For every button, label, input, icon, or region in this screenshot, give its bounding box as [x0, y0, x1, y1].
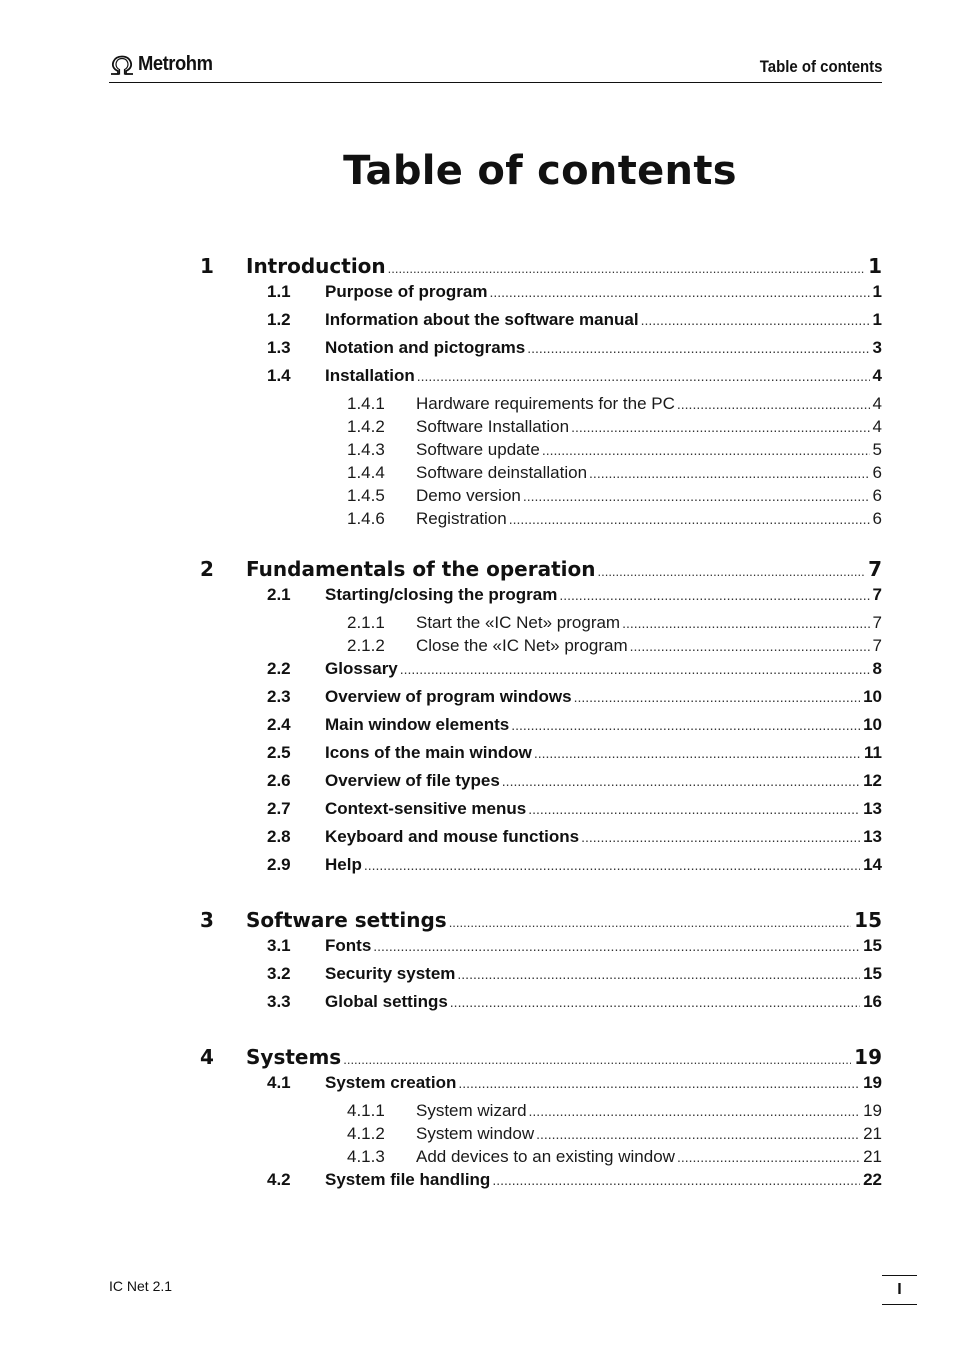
toc-entry-title: Overview of program windows [325, 687, 572, 706]
toc-entry-page: 10 [863, 687, 882, 706]
chapter-spacer [200, 883, 882, 908]
toc-entry-number: 1.4 [267, 366, 291, 385]
omega-logo-icon [109, 54, 135, 76]
toc-entry-number: 1.4.6 [347, 509, 385, 528]
toc-entry-number: 1.4.2 [347, 417, 385, 436]
toc-entry-number: 1.4.5 [347, 486, 385, 505]
toc-entry-number: 2.1.1 [347, 613, 385, 632]
toc-entry-number: 2.1.2 [347, 636, 385, 655]
toc-section-entry[interactable] [200, 282, 882, 310]
toc-entry-number: 2.7 [267, 799, 291, 818]
toc-section-entry[interactable] [200, 1073, 882, 1101]
chapter-spacer [200, 1020, 882, 1045]
toc-entry-page: 6 [872, 463, 882, 482]
toc-entry-title: Icons of the main window [325, 743, 532, 762]
toc-entry-title: Software update [416, 440, 540, 459]
toc-subsection-entry[interactable] [200, 1147, 882, 1170]
toc-section-entry[interactable] [200, 687, 882, 715]
toc-entry-title: System window [416, 1124, 535, 1143]
toc-entry-page: 13 [863, 799, 882, 818]
toc-entry-title: Introduction [246, 254, 386, 278]
toc-entry-page: 15 [863, 964, 882, 983]
toc-entry-title: Information about the software manual [325, 310, 639, 329]
toc-entry-number: 1.4.1 [347, 394, 385, 413]
toc-subsection-entry[interactable] [200, 613, 882, 636]
toc-section-entry[interactable] [200, 992, 882, 1020]
toc-entry-page: 21 [863, 1124, 882, 1143]
dot-leader [622, 615, 869, 631]
toc-entry-title: Registration [416, 509, 507, 528]
toc-entry-page: 15 [854, 908, 882, 932]
dot-leader [343, 1052, 851, 1067]
toc-chapter-entry[interactable] [200, 908, 882, 936]
dot-leader [571, 419, 869, 435]
dot-leader [536, 1126, 860, 1142]
toc-section-entry[interactable] [200, 827, 882, 855]
dot-leader [450, 994, 860, 1010]
dot-leader [509, 511, 870, 527]
toc-entry-page: 5 [872, 440, 882, 459]
toc-entry-title: Context-sensitive menus [325, 799, 527, 818]
toc-entry-title: Global settings [325, 992, 448, 1011]
toc-subsection-entry[interactable] [200, 1124, 882, 1147]
page-number: I [882, 1275, 917, 1305]
toc-entry-number: 4 [200, 1045, 214, 1069]
dot-leader [559, 587, 869, 603]
toc-section-entry[interactable] [200, 338, 882, 366]
toc-section-entry[interactable] [200, 743, 882, 771]
dot-leader [677, 396, 870, 412]
toc-entry-page: 21 [863, 1147, 882, 1166]
toc-entry-number: 1.4.4 [347, 463, 385, 482]
toc-entry-number: 2 [200, 557, 214, 581]
toc-entry-number: 4.2 [267, 1170, 291, 1189]
toc-entry-title: Add devices to an existing window [416, 1147, 675, 1166]
dot-leader [589, 465, 869, 481]
toc-entry-number: 2.2 [267, 659, 291, 678]
toc-entry-page: 8 [872, 659, 882, 678]
toc-entry-page: 6 [872, 486, 882, 505]
toc-section-entry[interactable] [200, 366, 882, 394]
toc-entry-page: 19 [863, 1073, 882, 1092]
brand-name: Metrohm [138, 53, 213, 75]
toc-entry-title: Software Installation [416, 417, 570, 436]
toc-entry-page: 1 [872, 282, 882, 301]
toc-subsection-entry[interactable] [200, 1101, 882, 1124]
toc-entry-page: 1 [868, 254, 882, 278]
toc-entry-title: System creation [325, 1073, 457, 1092]
toc-entry-number: 3.3 [267, 992, 291, 1011]
toc-entry-page: 1 [872, 310, 882, 329]
toc-entry-title: Fonts [325, 936, 372, 955]
toc-entry-page: 13 [863, 827, 882, 846]
dot-leader [458, 1075, 860, 1091]
toc-entry-page: 7 [868, 557, 882, 581]
toc-section-entry[interactable] [200, 659, 882, 687]
toc-entry-number: 4.1.3 [347, 1147, 385, 1166]
toc-entry-number: 1.2 [267, 310, 291, 329]
dot-leader [364, 857, 860, 873]
toc-entry-page: 6 [872, 509, 882, 528]
toc-entry-number: 4.1.1 [347, 1101, 385, 1120]
toc-entry-title: System wizard [416, 1101, 527, 1120]
toc-entry-title: Software settings [246, 908, 447, 932]
toc-entry-page: 4 [872, 366, 882, 385]
toc-entry-number: 2.5 [267, 743, 291, 762]
toc-entry-number: 4.1 [267, 1073, 291, 1092]
toc-entry-number: 2.3 [267, 687, 291, 706]
toc-entry-page: 11 [864, 743, 882, 762]
toc-entry-number: 3 [200, 908, 214, 932]
toc-section-entry[interactable] [200, 715, 882, 743]
toc-entry-page: 16 [863, 992, 882, 1011]
dot-leader [449, 915, 851, 930]
toc-entry-page: 12 [863, 771, 882, 790]
toc-subsection-entry[interactable] [200, 440, 882, 463]
header-title: Table of contents [759, 57, 882, 76]
dot-leader [457, 966, 860, 982]
toc-entry-number: 4.1.2 [347, 1124, 385, 1143]
toc-section-entry[interactable] [200, 964, 882, 992]
toc-entry-title: Systems [246, 1045, 342, 1069]
toc-entry-number: 1 [200, 254, 214, 278]
toc-section-entry[interactable] [200, 936, 882, 964]
toc-entry-number: 2.9 [267, 855, 291, 874]
toc-entry-number: 1.3 [267, 338, 291, 357]
toc-subsection-entry[interactable] [200, 509, 882, 532]
toc-entry-page: 7 [872, 613, 882, 632]
dot-leader [574, 689, 861, 705]
dot-leader [529, 1103, 861, 1119]
toc-entry-title: Keyboard and mouse functions [325, 827, 580, 846]
toc-entry-title: System file handling [325, 1170, 491, 1189]
toc-entry-title: Security system [325, 964, 456, 983]
toc-chapter-entry[interactable] [200, 254, 882, 282]
toc-section-entry[interactable] [200, 310, 882, 338]
dot-leader [597, 564, 865, 579]
dot-leader [527, 340, 869, 356]
toc-entry-title: Starting/closing the program [325, 585, 558, 604]
toc-entry-number: 1.4.3 [347, 440, 385, 459]
toc-subsection-entry[interactable] [200, 417, 882, 440]
toc-entry-page: 7 [872, 585, 882, 604]
toc-subsection-entry[interactable] [200, 463, 882, 486]
toc-entry-number: 3.2 [267, 964, 291, 983]
dot-leader [373, 938, 860, 954]
metrohm-logo [109, 53, 219, 76]
dot-leader [417, 368, 870, 384]
header-divider [109, 82, 882, 83]
dot-leader [581, 829, 860, 845]
toc-entry-page: 10 [863, 715, 882, 734]
toc-chapter-entry[interactable] [200, 1045, 882, 1073]
toc-entry-page: 4 [872, 394, 882, 413]
toc-entry-number: 2.1 [267, 585, 291, 604]
toc-section-entry[interactable] [200, 585, 882, 613]
toc-section-entry[interactable] [200, 799, 882, 827]
toc-entry-title: Notation and pictograms [325, 338, 526, 357]
dot-leader [523, 488, 870, 504]
dot-leader [641, 312, 870, 328]
toc-section-entry[interactable] [200, 1170, 882, 1198]
chapter-spacer [200, 532, 882, 557]
dot-leader [542, 442, 870, 458]
dot-leader [400, 661, 870, 677]
toc-entry-title: Overview of file types [325, 771, 500, 790]
dot-leader [528, 801, 860, 817]
dot-leader [388, 261, 865, 276]
toc-subsection-entry[interactable] [200, 486, 882, 509]
dot-leader [489, 284, 869, 300]
toc-entry-page: 19 [863, 1101, 882, 1120]
toc-entry-page: 19 [854, 1045, 882, 1069]
toc-entry-title: Purpose of program [325, 282, 488, 301]
page-header [109, 50, 882, 84]
toc-entry-number: 3.1 [267, 936, 291, 955]
toc-entry-number: 2.4 [267, 715, 291, 734]
toc-entry-title: Software deinstallation [416, 463, 588, 482]
toc-entry-title: Fundamentals of the operation [246, 557, 596, 581]
toc-entry-page: 3 [872, 338, 882, 357]
toc-entry-page: 7 [872, 636, 882, 655]
dot-leader [511, 717, 860, 733]
toc-entry-page: 22 [863, 1170, 882, 1189]
toc-entry-title: Installation [325, 366, 415, 385]
toc-entry-title: Help [325, 855, 362, 874]
toc-subsection-entry[interactable] [200, 394, 882, 417]
table-of-contents [200, 254, 882, 1198]
toc-subsection-entry[interactable] [200, 636, 882, 659]
toc-entry-title: Glossary [325, 659, 398, 678]
toc-entry-title: Start the «IC Net» program [416, 613, 621, 632]
toc-entry-title: Main window elements [325, 715, 510, 734]
dot-leader [492, 1172, 860, 1188]
toc-entry-page: 15 [863, 936, 882, 955]
toc-entry-number: 1.1 [267, 282, 291, 301]
page-title: Table of contents [343, 148, 737, 194]
toc-entry-title: Hardware requirements for the PC [416, 394, 675, 413]
toc-section-entry[interactable] [200, 855, 882, 883]
toc-entry-title: Close the «IC Net» program [416, 636, 628, 655]
toc-section-entry[interactable] [200, 771, 882, 799]
toc-entry-title: Demo version [416, 486, 521, 505]
dot-leader [677, 1149, 860, 1165]
toc-entry-number: 2.6 [267, 771, 291, 790]
dot-leader [534, 745, 861, 761]
toc-chapter-entry[interactable] [200, 557, 882, 585]
toc-entry-page: 4 [872, 417, 882, 436]
footer-product: IC Net 2.1 [109, 1278, 173, 1294]
dot-leader [502, 773, 860, 789]
toc-entry-page: 14 [863, 855, 882, 874]
toc-entry-number: 2.8 [267, 827, 291, 846]
dot-leader [630, 638, 870, 654]
